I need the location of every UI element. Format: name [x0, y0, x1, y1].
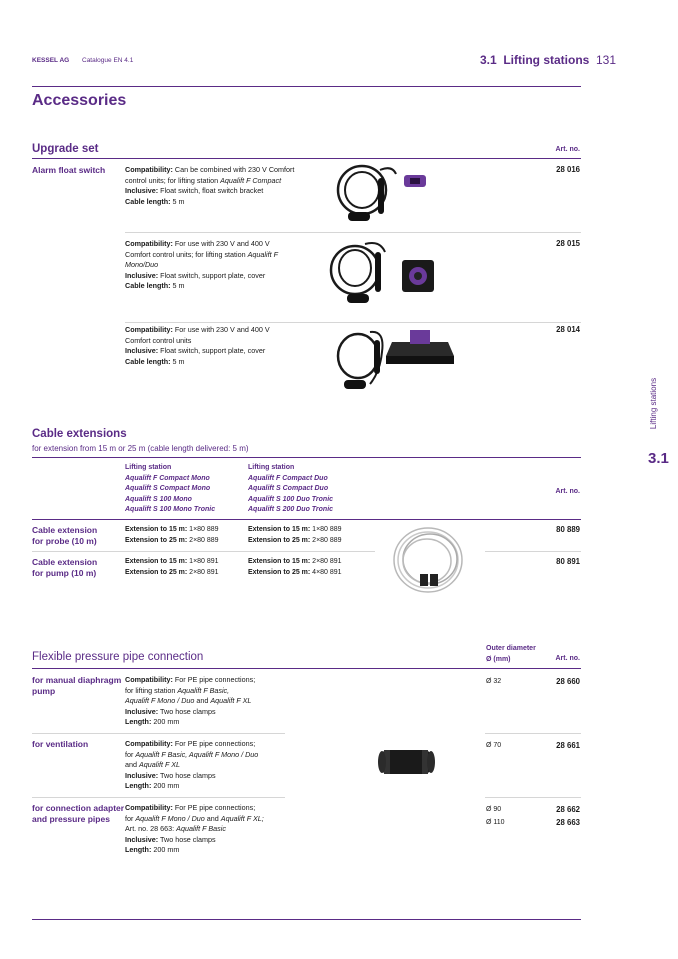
label-line: and pressure pipes [32, 814, 110, 824]
bold-text: Length: [125, 781, 152, 791]
cable-product-name: Aqualift F Compact Mono [125, 474, 210, 482]
extension-line [125, 568, 250, 579]
plain-text: 2×80 889 [310, 536, 342, 544]
cable-product-name: Aqualift S 100 Duo Tronic [248, 495, 334, 503]
description-line [125, 165, 325, 176]
description-line [125, 750, 325, 761]
label-line: pump [32, 686, 56, 696]
plain-text: 200 mm [151, 717, 180, 727]
cable-col2-header [248, 463, 378, 516]
upgrade-art-header: Art. no. [555, 146, 580, 153]
cable-col1-products [125, 474, 245, 516]
bold-text: Inclusive: [125, 770, 159, 780]
bold-text: Compatibility: [125, 739, 173, 748]
art-no-value: 28 663 [556, 818, 580, 827]
cable-rule-bottom [32, 519, 581, 520]
label-line: Cable extension [32, 525, 98, 535]
upgrade-item-art-no: 28 015 [556, 239, 580, 248]
page-number: 131 [596, 53, 617, 67]
label-line: for ventilation [32, 739, 89, 749]
bold-text: Extension to 25 m: [125, 536, 188, 544]
upgrade-set-heading: Upgrade set [32, 143, 99, 155]
description-line [125, 760, 325, 771]
description-line [125, 675, 325, 686]
plain-text: 2×80 891 [310, 558, 342, 565]
plain-text: 5 m [170, 281, 185, 291]
plain-text: 5 m [170, 196, 185, 206]
bold-text: Compatibility: [125, 325, 173, 334]
diameter-value: Ø 32 [486, 678, 502, 685]
header-rule [32, 86, 581, 87]
cable-coil-image [388, 522, 468, 597]
bold-text: Inclusive: [125, 834, 159, 844]
plain-text: Comfort control units [125, 335, 192, 345]
bold-text: Extension to 15 m: [248, 558, 311, 565]
plain-text: and [125, 760, 139, 770]
italic-text: Aqualift F [247, 249, 279, 259]
cable-product-name: Aqualift S 200 Duo Tronic [248, 506, 334, 514]
bold-text: Compatibility: [125, 803, 173, 812]
italic-text: Aqualift F Basic [176, 824, 226, 834]
cable-product-name: Aqualift S 100 Mono Tronic [125, 506, 216, 514]
cable-col1-header [125, 463, 245, 516]
pipe-row-diameter [486, 803, 505, 829]
plain-text: Float switch, float switch bracket [158, 186, 264, 196]
bold-text: Cable length: [125, 196, 171, 206]
upgrade-item-description [125, 165, 325, 207]
cable-row-art-no: 80 891 [556, 557, 580, 566]
cable-extension-values [125, 557, 250, 578]
plain-text: 200 mm [151, 781, 180, 791]
italic-text: Aqualift F Mono / Duo [125, 696, 195, 706]
pipe-divider [485, 797, 581, 798]
description-line [125, 186, 325, 197]
bold-text: Extension to 25 m: [125, 568, 188, 576]
bold-text: Inclusive: [125, 346, 159, 356]
italic-text: Aqualift F Basic, Aqualift F Mono / Duo [135, 749, 259, 759]
extension-line [248, 568, 373, 579]
label-line: for manual diaphragm [32, 675, 122, 685]
plain-text: 2×80 891 [187, 568, 219, 576]
alarm-float-switch-label: Alarm float switch [32, 165, 106, 175]
description-line [125, 325, 325, 336]
diameter-value: Ø 90 [486, 806, 502, 813]
bold-text: Extension to 15 m: [248, 526, 311, 533]
plain-text: 1×80 891 [187, 558, 219, 565]
description-line [125, 239, 325, 250]
pipe-row-label [32, 803, 124, 825]
art-no-value: 28 662 [556, 805, 580, 814]
plain-text: control units; for lifting station [125, 175, 221, 185]
cable-row-art-no: 80 889 [556, 525, 580, 534]
cable-rule-top [32, 457, 581, 458]
cable-row-label [32, 525, 97, 547]
plain-text: For use with 230 V and 400 V [172, 325, 270, 334]
description-line [125, 250, 325, 261]
italic-text: Aqualift F Compact [220, 175, 282, 185]
cable-art-header: Art. no. [555, 488, 580, 495]
pipe-row-description [125, 803, 325, 856]
catalogue-label: Catalogue EN 4.1 [82, 57, 134, 64]
float-switch-image [330, 160, 430, 235]
cable-product-name: Aqualift S Compact Duo [248, 485, 329, 493]
description-line [125, 835, 325, 846]
plain-text: Two hose clamps [158, 706, 216, 716]
cable-extensions-heading: Cable extensions [32, 428, 127, 440]
cable-extension-values [248, 525, 373, 546]
cable-row-label [32, 557, 97, 579]
side-tab-number: 3.1 [648, 450, 669, 467]
footer-rule [32, 919, 581, 920]
extension-line [125, 557, 250, 568]
pipe-divider [32, 797, 285, 798]
cable-col1-head: Lifting station [125, 464, 172, 471]
pipe-row-description [125, 675, 325, 728]
bold-text: Cable length: [125, 356, 171, 366]
plain-text: for [125, 749, 136, 759]
description-line [125, 696, 325, 707]
description-line [125, 824, 325, 835]
description-line [125, 707, 325, 718]
label-line: for pump (10 m) [32, 568, 97, 578]
pipe-art-header: Art. no. [555, 655, 580, 662]
pipe-row-diameter [486, 675, 501, 688]
italic-text: Aqualift F XL [139, 760, 181, 770]
cable-divider [32, 551, 375, 552]
cable-extension-values [125, 525, 250, 546]
section-title: 3.1 Lifting stations [480, 53, 590, 67]
pipe-heading: Flexible pressure pipe connection [32, 651, 204, 663]
pipe-rule [32, 668, 581, 669]
bold-text: Length: [125, 717, 152, 727]
pipe-diam-header [486, 644, 536, 665]
plain-text: for [125, 813, 136, 823]
bold-text: Inclusive: [125, 706, 159, 716]
plain-text: Art. no. 28 663: [125, 824, 177, 834]
italic-text: Aqualift F Mono / Duo [135, 813, 205, 823]
pipe-row-art-no [530, 803, 580, 829]
art-no-value: 28 661 [556, 741, 580, 750]
description-line [125, 281, 325, 292]
italic-text: Aqualift F XL [210, 696, 252, 706]
plain-text: For use with 230 V and 400 V [172, 239, 270, 248]
label-line: Cable extension [32, 557, 98, 567]
upgrade-item-art-no: 28 016 [556, 165, 580, 174]
float-switch-plate-image [325, 238, 445, 313]
bold-text: Extension to 25 m: [248, 536, 311, 544]
bold-text: Compatibility: [125, 165, 173, 174]
description-line [125, 781, 325, 792]
description-line [125, 271, 325, 282]
upgrade-item-art-no: 28 014 [556, 325, 580, 334]
description-line [125, 346, 325, 357]
description-line [125, 260, 325, 271]
cable-extensions-subtitle: for extension from 15 m or 25 m (cable length delivered: 5 m) [32, 444, 249, 453]
plain-text: Two hose clamps [158, 834, 216, 844]
pipe-row-description [125, 739, 325, 792]
plain-text: and [194, 696, 211, 706]
plain-text: 5 m [170, 356, 185, 366]
label-line: for probe (10 m) [32, 536, 97, 546]
plain-text: For PE pipe connections; [172, 675, 256, 684]
bold-text: Length: [125, 845, 152, 855]
side-tab-label: Lifting stations [649, 377, 659, 430]
float-switch-cover-image [330, 322, 460, 402]
art-no-value: 28 660 [556, 677, 580, 686]
italic-text: Mono/Duo [125, 260, 159, 270]
description-line [125, 336, 325, 347]
description-line [125, 771, 325, 782]
pipe-diam-header-line1: Outer diameter [486, 645, 536, 652]
pipe-row-label [32, 739, 88, 750]
upgrade-item-description [125, 239, 325, 292]
cable-product-name: Aqualift S Compact Mono [125, 485, 211, 493]
diameter-value: Ø 110 [486, 819, 505, 826]
cable-product-name: Aqualift F Compact Duo [248, 474, 328, 482]
description-line [125, 845, 325, 856]
page-header [32, 53, 617, 68]
plain-text: 200 mm [151, 845, 180, 855]
italic-text: Aqualift F Basic, [177, 685, 230, 695]
pipe-diam-header-line2: Ø (mm) [486, 655, 511, 663]
extension-line [125, 536, 250, 547]
italic-text: Aqualift F XL; [220, 813, 264, 823]
bold-text: Extension to 15 m: [125, 526, 188, 533]
bold-text: Compatibility: [125, 675, 173, 684]
plain-text: Two hose clamps [158, 770, 216, 780]
company-name: KESSEL AG [32, 57, 70, 64]
plain-text: For PE pipe connections; [172, 739, 256, 748]
plain-text: For PE pipe connections; [172, 803, 256, 812]
pipe-divider [32, 733, 285, 734]
plain-text: 2×80 889 [187, 536, 219, 544]
extension-line [248, 525, 373, 536]
description-line [125, 739, 325, 750]
upgrade-item-description [125, 325, 325, 367]
cable-extension-values [248, 557, 373, 578]
pipe-row-label [32, 675, 121, 697]
bold-text: Inclusive: [125, 270, 159, 280]
plain-text: 1×80 889 [310, 526, 342, 533]
plain-text: and [204, 813, 221, 823]
plain-text: 4×80 891 [310, 568, 342, 576]
upgrade-rule [32, 158, 581, 159]
pipe-row-art-no [530, 739, 580, 752]
bold-text: Extension to 15 m: [125, 558, 188, 565]
plain-text: Can be combined with 230 V Comfort [172, 165, 295, 174]
pipe-connector-image [374, 742, 438, 782]
page-title: Accessories [32, 92, 127, 109]
cable-col2-head: Lifting station [248, 464, 295, 471]
extension-line [125, 525, 250, 536]
plain-text: Float switch, support plate, cover [158, 270, 266, 280]
extension-line [248, 557, 373, 568]
cable-divider [485, 551, 581, 552]
cable-col2-products [248, 474, 378, 516]
description-line [125, 717, 325, 728]
extension-line [248, 536, 373, 547]
diameter-value: Ø 70 [486, 742, 502, 749]
bold-text: Extension to 25 m: [248, 568, 311, 576]
bold-text: Compatibility: [125, 239, 173, 248]
label-line: for connection adapter [32, 803, 125, 813]
plain-text: Comfort control units; for lifting station [125, 249, 248, 259]
plain-text: for lifting station [125, 685, 178, 695]
description-line [125, 176, 325, 187]
plain-text: Float switch, support plate, cover [158, 346, 266, 356]
description-line [125, 803, 325, 814]
pipe-row-diameter [486, 739, 501, 752]
description-line [125, 197, 325, 208]
cable-product-name: Aqualift S 100 Mono [125, 495, 192, 503]
bold-text: Cable length: [125, 281, 171, 291]
description-line [125, 357, 325, 368]
bold-text: Inclusive: [125, 186, 159, 196]
description-line [125, 686, 325, 697]
description-line [125, 814, 325, 825]
pipe-divider [485, 733, 581, 734]
plain-text: 1×80 889 [187, 526, 219, 533]
pipe-row-art-no [530, 675, 580, 688]
